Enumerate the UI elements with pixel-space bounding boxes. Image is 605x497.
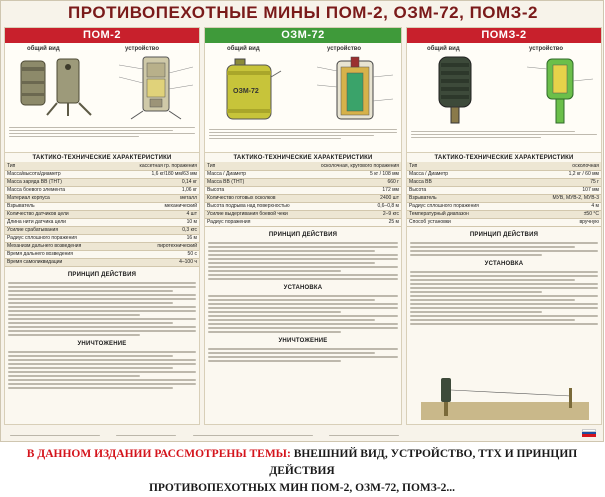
tt-key: Материал корпуса [5,194,114,202]
label-device: устройство [327,46,362,52]
tt-key: Масса ВВ [407,178,522,186]
tt-value: 0,14 кг [114,178,199,186]
tt-key: Усилие срабатывания [5,226,114,234]
tt-row [5,258,199,266]
tt-key: Высота [407,186,522,194]
tt-value: 660 г [306,178,401,186]
tt-value: 75 г [522,178,601,186]
tt-key: Тип [407,162,522,170]
tt-value: ±50 °С [522,210,601,218]
caption [0,446,604,497]
tt-value: механический [114,202,199,210]
tt-row [5,170,199,178]
tt-value: осколочная, кругового поражения [306,162,401,170]
tt-value: 10 м [114,218,199,226]
tt-value: 1,06 кг [114,186,199,194]
tt-value: 4 шт [114,210,199,218]
tt-table-pomz2 [407,162,601,227]
caption-topics-label: В ДАННОМ ИЗДАНИИ РАССМОТРЕНЫ ТЕМЫ: [26,448,291,460]
label-device: устройство [529,46,564,52]
install-title-pomz2: УСТАНОВКА [484,260,524,267]
tt-key: Масса заряда ВВ (ТНТ) [5,178,114,186]
tt-row [5,178,199,186]
tt-value: 50 с [114,250,199,258]
poster-footer [4,427,602,439]
legend-text-ozm72 [209,127,397,141]
poster-title: ПРОТИВОПЕХОТНЫЕ МИНЫ ПОМ-2, ОЗМ-72, ПОМЗ-2 [68,3,538,22]
column-header-pomz2: ПОМЗ-2 [407,28,601,43]
tt-row [205,210,401,218]
tt-key: Время самоликвидации [5,258,114,266]
pom2-device-image [117,55,195,121]
column-pom2 [4,27,200,425]
tt-value: 2–9 кгс [306,210,401,218]
tt-key: Радиус сплошного поражения [5,234,114,242]
tt-row [205,162,401,170]
destroy-title-ozm72: УНИЧТОЖЕНИЕ [278,337,328,344]
tt-row [205,170,401,178]
tt-row [5,250,199,258]
views-pomz2 [407,43,601,153]
install-text-pomz2 [407,268,601,328]
install-title-ozm72: УСТАНОВКА [283,284,323,291]
pomz2-device-image [525,55,595,125]
tt-row [5,226,199,234]
tt-row [5,202,199,210]
caption-line-2: ПРОТИВОПЕХОТНЫХ МИН ПОМ-2, ОЗМ-72, ПОМЗ-2... [148,482,456,494]
principle-title-pomz2: ПРИНЦИП ДЕЙСТВИЯ [469,231,539,238]
tt-value: МУВ, МУВ-2, МУВ-3 [522,194,601,202]
tt-row [205,218,401,226]
caption-topics-text: ВНЕШНИЙ ВИД, УСТРОЙСТВО, ТТХ И ПРИНЦИП ДЕЙСТВИЯ [269,448,578,477]
principle-text-ozm72 [205,239,401,283]
principle-text-pomz2 [407,239,601,259]
tt-key: Температурный диапазон [407,210,522,218]
column-header-ozm72: ОЗМ-72 [205,28,401,43]
tt-value: 172 мм [306,186,401,194]
tt-title-pomz2: ТАКТИКО-ТЕХНИЧЕСКИЕ ХАРАКТЕРИСТИКИ [434,155,574,161]
tt-row [205,186,401,194]
tt-key: Длина нити датчика цели [5,218,114,226]
tt-value: 0,6–0,8 м [306,202,401,210]
tt-key: Масса/высота/диаметр [5,170,114,178]
principle-title-ozm72: ПРИНЦИП ДЕЙСТВИЯ [268,231,338,238]
label-general-view: общий вид [27,46,60,52]
tt-key: Масса боевого элемента [5,186,114,194]
tt-row [5,186,199,194]
tt-value: 25 м [306,218,401,226]
tt-row [5,194,199,202]
destroy-text-ozm72 [205,345,401,365]
label-general-view: общий вид [227,46,260,52]
views-ozm72 [205,43,401,153]
legend-text-pomz2 [411,129,597,140]
column-pomz2 [406,27,602,425]
tt-row [407,178,601,186]
tt-table-pom2 [5,162,199,267]
tt-row [5,234,199,242]
tt-row [5,162,199,170]
ozm72-general-image [223,57,283,121]
pomz2-general-image [429,55,485,125]
tt-key: Усилие выдергивания боевой чеки [205,210,306,218]
tt-title-ozm72: ТАКТИКО-ТЕХНИЧЕСКИЕ ХАРАКТЕРИСТИКИ [233,155,373,161]
tt-value: осколочная [522,162,601,170]
tt-key: Тип [5,162,114,170]
tt-row [407,218,601,226]
label-device: устройство [125,46,160,52]
tt-key: Количество датчиков цели [5,210,114,218]
tt-value: кассетная гр. поражения [114,162,199,170]
tt-row [407,162,601,170]
tt-row [205,194,401,202]
label-general-view: общий вид [427,46,460,52]
tt-key: Время дальнего возведения [5,250,114,258]
flag-icon [582,429,596,437]
tt-row [205,202,401,210]
tt-row [5,210,199,218]
tt-value: вручную [522,218,601,226]
tt-value: пиротехнический [114,242,199,250]
legend-text-pom2 [9,125,195,139]
tt-value: 107 мм [522,186,601,194]
ozm72-device-image [315,55,395,123]
tt-row [407,202,601,210]
tt-row [407,186,601,194]
tt-key: Радиус сплошного поражения [407,202,522,210]
tt-row [407,210,601,218]
tt-table-ozm72 [205,162,401,227]
tt-key: Тип [205,162,306,170]
views-pom2 [5,43,199,153]
svg-text:ОЗМ-72: ОЗМ-72 [233,88,259,95]
principle-text-pom2 [5,279,199,339]
tt-value: 4 м [522,202,601,210]
tt-row [5,242,199,250]
destroy-text-pom2 [5,348,199,392]
tt-key: Масса / Диаметр [407,170,522,178]
tt-value: 2400 шт [306,194,401,202]
tt-value: 1,6 кг/180 мм/63 мм [114,170,199,178]
install-text-ozm72 [205,292,401,336]
tt-key: Масса ВВ (ТНТ) [205,178,306,186]
tt-row [407,170,601,178]
tt-key: Масса / Диаметр [205,170,306,178]
tt-key: Взрыватель [5,202,114,210]
tt-key: Количество готовых осколков [205,194,306,202]
tt-row [407,194,601,202]
destroy-title-pom2: УНИЧТОЖЕНИЕ [77,340,127,347]
tt-value: металл [114,194,199,202]
column-ozm72 [204,27,402,425]
tt-value: 1,2 кг / 60 мм [522,170,601,178]
column-header-pom2: ПОМ-2 [5,28,199,43]
tt-key: Способ установки [407,218,522,226]
tt-value: 4–100 ч [114,258,199,266]
tt-key: Механизм дальнего возведения [5,242,114,250]
pom2-general-image [13,55,103,117]
tt-value: 5 кг / 108 мм [306,170,401,178]
tt-title-pom2: ТАКТИКО-ТЕХНИЧЕСКИЕ ХАРАКТЕРИСТИКИ [32,155,172,161]
caption-line-1 [0,446,604,480]
tt-value: 0,3 кгс [114,226,199,234]
tt-row [5,218,199,226]
tt-key: Высота [205,186,306,194]
tt-key: Высота подрыва над поверхностью [205,202,306,210]
tt-value: 16 м [114,234,199,242]
tt-key: Взрыватель [407,194,522,202]
tt-row [205,178,401,186]
pomz2-installation-image [421,368,589,420]
tt-key: Радиус поражения [205,218,306,226]
principle-title-pom2: ПРИНЦИП ДЕЙСТВИЯ [67,271,137,278]
